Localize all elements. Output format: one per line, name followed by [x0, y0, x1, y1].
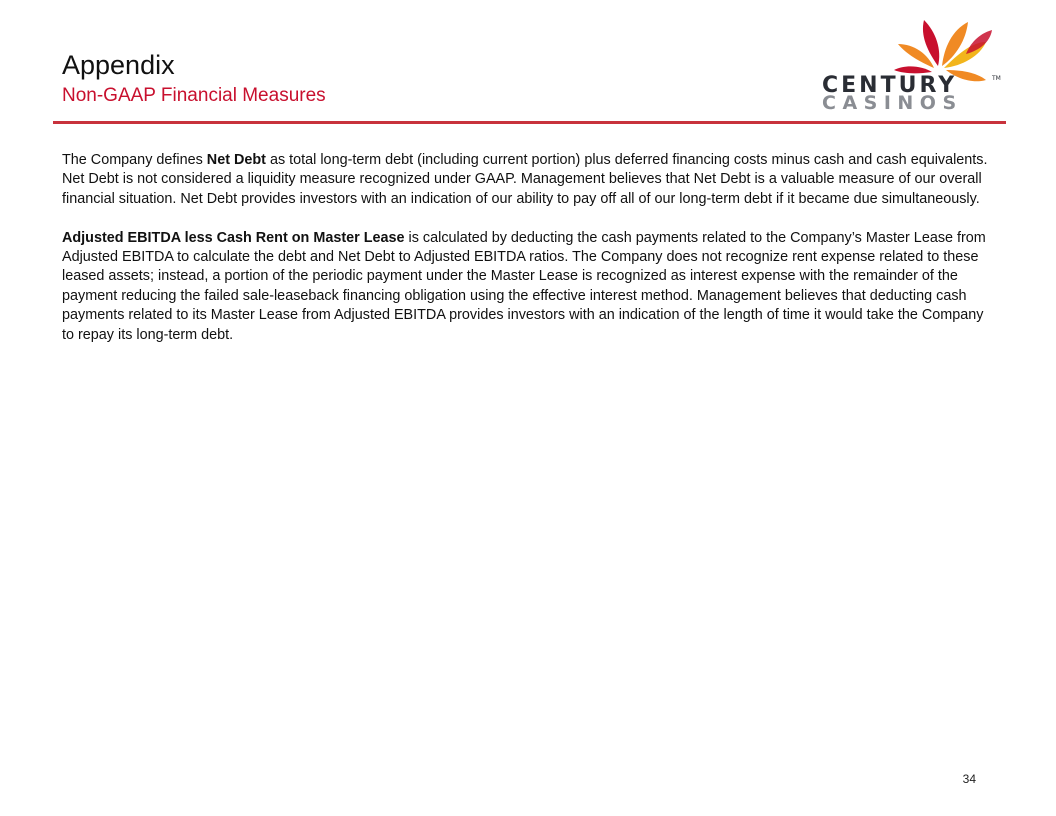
term-adjusted-ebitda: Adjusted EBITDA less Cash Rent on Master Lease: [62, 229, 405, 246]
logo-line2: CASINOS: [822, 92, 963, 114]
page-number: 34: [962, 772, 976, 786]
paragraph-adjusted-ebitda: Adjusted EBITDA less Cash Rent on Master Lease is calculated by deducting the cash payments related to the Company’s Master Lease from Adjusted EBITDA to calculate the debt and Net Debt to Adjusted EBITDA ratios. The Company does not recognize rent expense related to these leased assets; instead, a portion of the periodic payment under the Master Lease is recognized as interest expense with the remainder of the payment reducing the failed sale-leaseback financing obligation using the effective interest method. Management believes that deducting cash payments related to its Master Lease from Adjusted EBITDA provides investors with an indication of the length of time it would take the Company to repay its long-term debt.: [62, 229, 986, 343]
body-text: [62, 151, 992, 345]
paragraph-net-debt: The Company defines Net Debt as total long-term debt (including current portion) plus deferred financing costs minus cash and cash equivalents. Net Debt is not considered a liquidity measure recognized under GAAP. Management believes that Net Debt is a valuable measure of our overall financial situation. Net Debt provides investors with an indication of our ability to pay off all of our long-term debt if it became due simultaneously.: [62, 152, 988, 207]
page-title: Appendix: [62, 50, 175, 80]
page-subtitle: Non-GAAP Financial Measures: [62, 85, 326, 106]
logo-trademark: TM: [992, 75, 1001, 82]
logo-line1: CENTURY: [822, 73, 958, 98]
term-net-debt: Net Debt: [206, 152, 266, 168]
century-casinos-logo: [820, 8, 1010, 116]
header-divider: [53, 121, 1006, 124]
